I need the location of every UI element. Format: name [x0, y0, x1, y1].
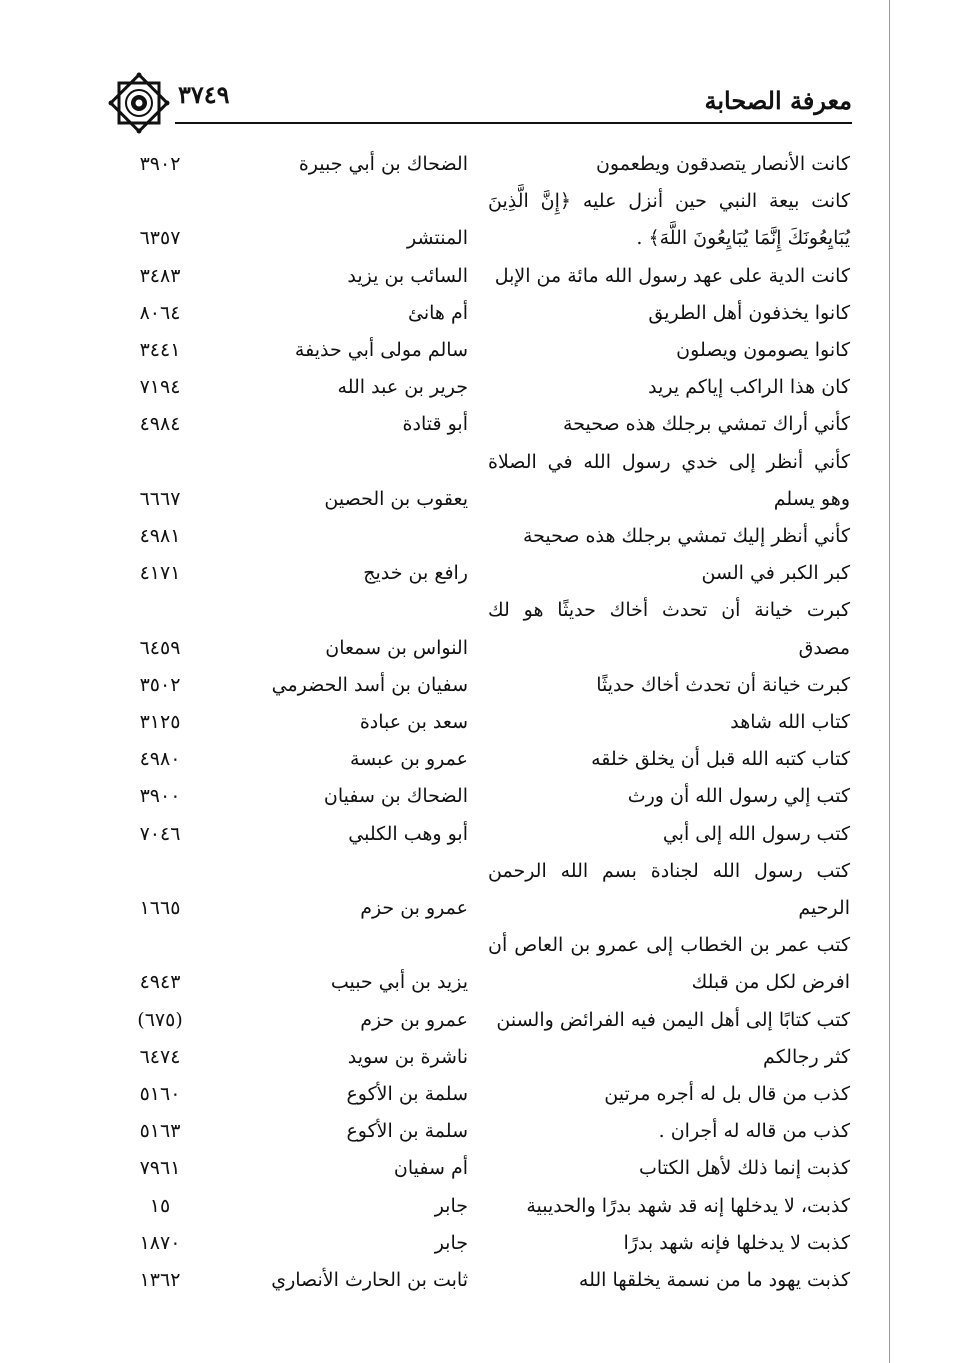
index-entry	[120, 1188, 850, 1225]
header-rule	[175, 122, 852, 124]
entry-text: كذبت لا يدخلها فإنه شهد بدرًا	[623, 1231, 850, 1254]
entry-narrator: يعقوب بن الحصين	[324, 487, 468, 510]
entry-text: كأني أنظر إليك تمشي برجلك هذه صحيحة	[522, 525, 850, 548]
entry-number: ٣٤٤١	[139, 339, 181, 362]
entry-number: ٣٥٠٢	[139, 673, 181, 696]
index-entry	[120, 778, 850, 815]
entry-narrator: أم سفيان	[393, 1157, 468, 1180]
entry-number: ٧٠٤٦	[139, 822, 181, 845]
entry-number: ١٣٦٢	[139, 1269, 181, 1292]
entry-narrator: السائب بن يزيد	[347, 264, 468, 287]
entry-text: كتب إلي رسول الله أن ورث	[627, 785, 850, 808]
index-entry	[120, 1113, 850, 1150]
entry-narrator: رافع بن خديج	[363, 562, 468, 585]
book-title: معرفة الصحابة	[704, 86, 852, 115]
entry-narrator: أبو قتادة	[402, 413, 468, 436]
entry-text: كان هذا الراكب إياكم يريد	[648, 376, 850, 399]
entry-number: ٣٩٠٢	[139, 153, 181, 175]
entry-number: ٨٠٦٤	[139, 301, 181, 324]
entry-text: كذب من قال بل له أجره مرتين	[604, 1083, 850, 1106]
index-entry	[120, 592, 850, 666]
index-entry	[120, 295, 850, 332]
entry-number: (٦٧٥)	[137, 1008, 183, 1031]
page-header	[100, 72, 852, 132]
entry-text: كانت بيعة النبي حين أنزل عليه ﴿إِنَّ الَّذِينَ يُبَايِعُونَكَ إِنَّمَا يُبَايِعُونَ اللَّهَ﴾ .	[488, 190, 850, 250]
entry-text: كثر رجالكم	[763, 1045, 850, 1068]
index-entry	[120, 258, 850, 295]
index-entry	[120, 853, 850, 927]
entry-number: ٣١٢٥	[139, 711, 181, 734]
entry-number: ٦٤٥٩	[139, 636, 181, 659]
entry-narrator: ثابت بن الحارث الأنصاري	[271, 1269, 468, 1292]
entry-text: كتب كتابًا إلى أهل اليمن فيه الفرائض والسنن	[496, 1008, 850, 1031]
entry-narrator: سعد بن عبادة	[359, 711, 468, 734]
entry-text: كذبت إنما ذلك لأهل الكتاب	[639, 1157, 850, 1180]
index-entry	[120, 1076, 850, 1113]
entry-text: كبرت خيانة أن تحدث أخاك حديثًا	[596, 673, 850, 696]
entry-number: ٤٩٨٠	[139, 748, 181, 771]
index-entry	[120, 183, 850, 257]
entry-text: كتاب الله شاهد	[730, 711, 850, 734]
entry-narrator: سالم مولى أبي حذيفة	[294, 339, 468, 362]
index-entry	[120, 704, 850, 741]
entry-narrator: ناشرة بن سويد	[347, 1045, 468, 1068]
entry-number: ٤١٧١	[139, 562, 181, 585]
entry-text: كانت الأنصار يتصدقون ويطعمون	[595, 153, 850, 175]
entry-text: كأني أنظر إلى خدي رسول الله في الصلاة وهو يسلم	[488, 450, 850, 510]
entry-number: ٧١٩٤	[139, 376, 181, 399]
entry-number: ٥١٦٠	[139, 1083, 181, 1106]
index-entry	[120, 146, 850, 183]
index-entry	[120, 1039, 850, 1076]
entry-text: كبرت خيانة أن تحدث أخاك حديثًا هو لك مصدق	[488, 599, 850, 659]
hadith-index-list	[120, 146, 850, 1299]
entry-narrator: يزيد بن أبي حبيب	[330, 971, 468, 994]
entry-text: كانوا يصومون ويصلون	[676, 339, 850, 362]
entry-number: ٤٩٤٣	[139, 971, 181, 994]
entry-text: كتب عمر بن الخطاب إلى عمرو بن العاص أن افرض لكل من قبلك	[488, 934, 850, 994]
entry-text: كتاب كتبه الله قبل أن يخلق خلقه	[591, 748, 850, 771]
entry-narrator: عمرو بن حزم	[360, 1008, 468, 1031]
entry-narrator: النواس بن سمعان	[325, 636, 468, 659]
entry-narrator: الضحاك بن أبي جبيرة	[298, 153, 468, 175]
index-entry	[120, 332, 850, 369]
index-entry	[120, 1150, 850, 1187]
page-number: ٣٧٤٩	[178, 80, 230, 109]
index-entry	[120, 518, 850, 555]
entry-narrator: جرير بن عبد الله	[337, 376, 468, 399]
entry-number: ٤٩٨١	[139, 525, 181, 548]
entry-narrator: سفيان بن أسد الحضرمي	[271, 673, 468, 696]
entry-text: كذب من قاله له أجران .	[658, 1120, 850, 1143]
entry-text: كذبت، لا يدخلها إنه قد شهد بدرًا والحديبية	[526, 1194, 850, 1217]
index-entry	[120, 816, 850, 853]
index-entry	[120, 667, 850, 704]
entry-text: كانوا يخذفون أهل الطريق	[648, 301, 850, 324]
entry-text: كأني أراك تمشي برجلك هذه صحيحة	[563, 413, 850, 436]
page-edge-line	[889, 0, 890, 1363]
index-entry	[120, 741, 850, 778]
octagram-ornament-icon	[108, 72, 170, 134]
index-entry	[120, 927, 850, 1001]
entry-number: ٦٦٦٧	[139, 487, 181, 510]
entry-narrator: أم هانئ	[407, 301, 468, 324]
index-entry	[120, 555, 850, 592]
entry-text: كذبت يهود ما من نسمة يخلقها الله	[578, 1269, 850, 1292]
index-entry	[120, 444, 850, 518]
entry-number: ٥١٦٣	[139, 1120, 181, 1143]
entry-number: ١٥	[149, 1194, 171, 1217]
entry-narrator: سلمة بن الأكوع	[346, 1083, 468, 1106]
entry-text: كبر الكبر في السن	[701, 562, 850, 585]
entry-number: ٤٩٨٤	[139, 413, 181, 436]
entry-number: ١٨٧٠	[139, 1231, 181, 1254]
entry-narrator: عمرو بن حزم	[360, 897, 468, 920]
index-entry	[120, 406, 850, 443]
entry-number: ٣٩٠٠	[139, 785, 181, 808]
entry-text: كتب رسول الله إلى أبي	[662, 822, 850, 845]
index-entry	[120, 1002, 850, 1039]
index-entry	[120, 1225, 850, 1262]
entry-narrator: أبو وهب الكلبي	[348, 822, 468, 845]
entry-number: ٦٤٧٤	[139, 1045, 181, 1068]
entry-narrator: الضحاك بن سفيان	[323, 785, 468, 808]
entry-number: ٦٣٥٧	[139, 227, 181, 250]
entry-narrator: جابر	[434, 1194, 468, 1217]
entry-text: كتب رسول الله لجنادة بسم الله الرحمن الرحيم	[488, 859, 850, 920]
entry-number: ٧٩٦١	[139, 1157, 181, 1180]
entry-narrator: المنتشر	[407, 227, 468, 250]
index-entry	[120, 1262, 850, 1299]
entry-narrator: سلمة بن الأكوع	[346, 1120, 468, 1143]
entry-narrator: عمرو بن عبسة	[349, 748, 468, 771]
entry-number: ١٦٦٥	[139, 897, 181, 920]
entry-narrator: جابر	[434, 1231, 468, 1254]
entry-number: ٣٤٨٣	[139, 264, 181, 287]
index-entry	[120, 369, 850, 406]
entry-text: كانت الدية على عهد رسول الله مائة من الإبل	[494, 264, 850, 287]
